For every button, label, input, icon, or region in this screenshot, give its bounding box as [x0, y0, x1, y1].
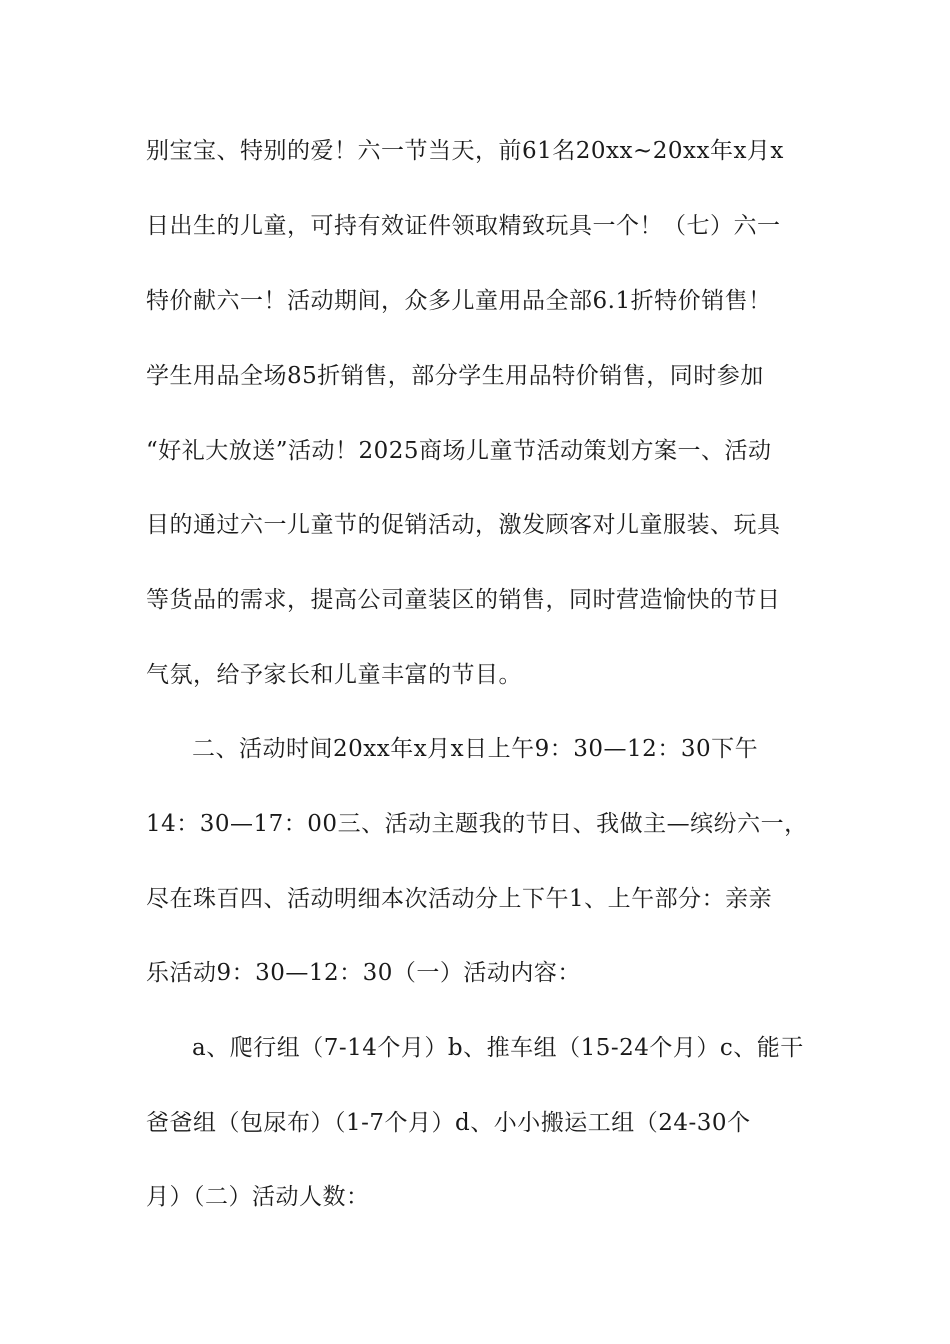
text-line-6: 目的通过六一儿童节的促销活动，激发顾客对儿童服装、玩具 [146, 512, 781, 538]
text-line-8: 气氛，给予家长和儿童丰富的节目。 [146, 662, 522, 688]
text-line-2: 日出生的儿童，可持有效证件领取精致玩具一个！（七）六一 [146, 213, 781, 239]
text-line-12: 乐活动9：30—12：30（一）活动内容： [146, 960, 581, 986]
text-line-5: “好礼大放送”活动！2025商场儿童节活动策划方案一、活动 [146, 438, 772, 464]
text-line-13: a、爬行组（7-14个月）b、推车组（15-24个月）c、能干 [192, 1035, 804, 1061]
text-line-1: 别宝宝、特别的爱！六一节当天，前61名20xx~20xx年x月x [146, 138, 784, 164]
text-line-11: 尽在珠百四、活动明细本次活动分上下午1、上午部分：亲亲 [146, 886, 773, 912]
text-line-9: 二、活动时间20xx年x月x日上午9：30—12：30下午 [192, 736, 759, 762]
text-line-15: 月）（二）活动人数： [146, 1184, 370, 1210]
text-line-14: 爸爸组（包尿布）（1-7个月）d、小小搬运工组（24-30个 [146, 1110, 751, 1136]
text-line-4: 学生用品全场85折销售，部分学生用品特价销售，同时参加 [146, 363, 764, 389]
text-line-7: 等货品的需求，提高公司童装区的销售，同时营造愉快的节日 [146, 587, 781, 613]
text-line-3: 特价献六一！活动期间，众多儿童用品全部6.1折特价销售！ [146, 288, 772, 314]
text-line-10: 14：30—17：00三、活动主题我的节日、我做主—缤纷六一， [146, 811, 808, 837]
